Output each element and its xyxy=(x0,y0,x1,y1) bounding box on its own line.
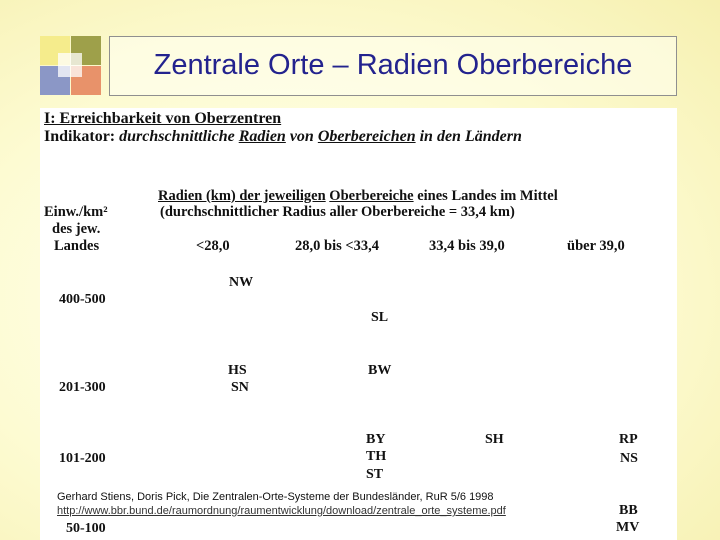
column-header-text-a: Radien (km) der jeweiligen xyxy=(158,188,326,204)
table-cell: BB xyxy=(619,503,638,518)
row-header-line1: Einw./km² xyxy=(44,204,108,220)
column-label-2: 28,0 bis <33,4 xyxy=(295,238,379,254)
table-cell: TH xyxy=(366,449,387,464)
row-label: 201-300 xyxy=(59,380,106,395)
table-cell: SL xyxy=(371,310,389,325)
source-citation: Gerhard Stiens, Doris Pick, Die Zentralen-Orte-Systeme der Bundesländer, RuR 5/6 1998 xyxy=(57,491,494,503)
column-label-1: <28,0 xyxy=(196,238,230,254)
table-cell: SN xyxy=(231,380,249,395)
source-link[interactable]: http://www.bbr.bund.de/raumordnung/raumentwicklung/download/zentrale_orte_systeme.pdf xyxy=(57,505,506,517)
row-label: 50-100 xyxy=(66,521,106,536)
row-header-line3: Landes xyxy=(54,238,100,254)
row-label: 400-500 xyxy=(59,292,106,307)
table-cell: ST xyxy=(366,467,384,482)
source-caption xyxy=(57,490,506,518)
title-box xyxy=(109,36,677,96)
table-cell: MV xyxy=(616,520,640,535)
indicator-line xyxy=(44,128,522,146)
table-cell: HS xyxy=(228,363,247,378)
indicator-von: von xyxy=(289,128,314,145)
row-header-line2: des jew. xyxy=(52,221,101,237)
scanned-table-document xyxy=(40,108,677,540)
column-header-line2: (durchschnittlicher Radius aller Oberbereiche = 33,4 km) xyxy=(160,204,515,220)
document-heading-text: I: Erreichbarkeit von Oberzentren xyxy=(44,110,282,127)
indicator-text: durchschnittliche xyxy=(119,128,235,145)
indicator-radien: Radien xyxy=(238,128,286,145)
table-cell: BY xyxy=(366,432,386,447)
slide-logo xyxy=(40,36,102,96)
table-cell: BW xyxy=(368,363,392,378)
column-header-line1 xyxy=(158,188,558,205)
logo-center-highlight xyxy=(58,53,82,77)
table-cell: SH xyxy=(485,432,504,447)
indicator-label: Indikator: xyxy=(44,128,116,145)
row-label: 101-200 xyxy=(59,451,106,466)
table-cell: NW xyxy=(229,275,254,290)
column-header-text-b: Oberbereiche xyxy=(329,188,414,204)
column-label-4: über 39,0 xyxy=(567,238,625,254)
document-heading xyxy=(44,110,281,128)
slide-title: Zentrale Orte – Radien Oberbereiche xyxy=(153,49,633,81)
indicator-laendern: in den Ländern xyxy=(419,128,522,145)
column-label-3: 33,4 bis 39,0 xyxy=(429,238,505,254)
indicator-oberbereichen: Oberbereichen xyxy=(317,128,416,145)
column-header-text-c: eines Landes im Mittel xyxy=(417,188,558,204)
table-cell: RP xyxy=(619,432,638,447)
table-cell: NS xyxy=(620,451,638,466)
